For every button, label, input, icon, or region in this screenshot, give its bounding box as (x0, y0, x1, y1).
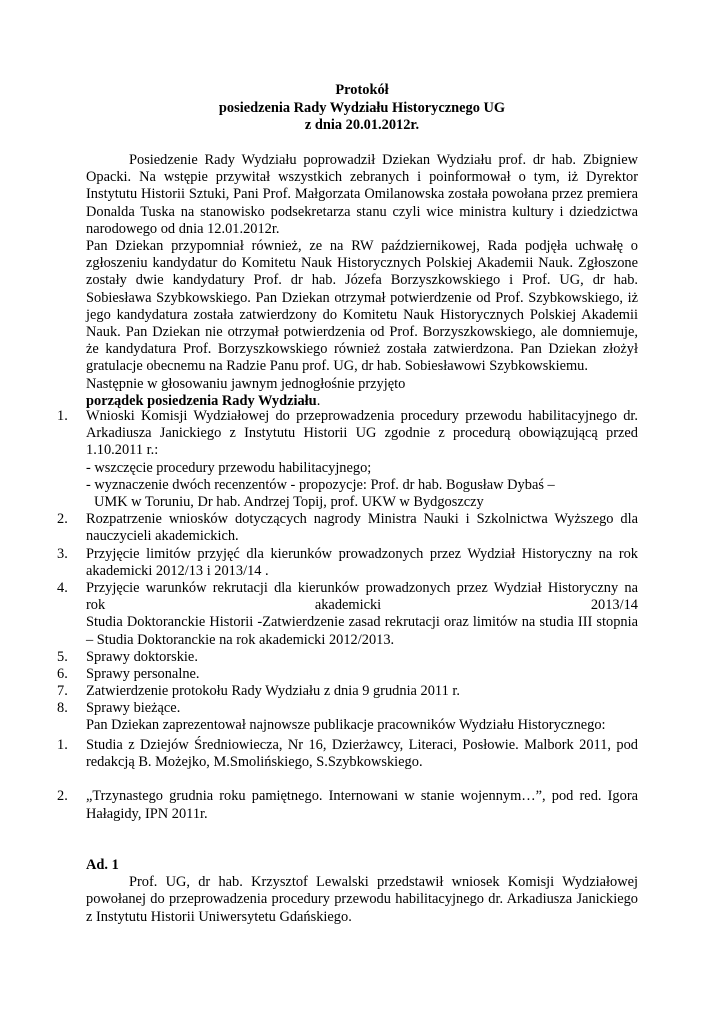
title-line-3: z dnia 20.01.2012r. (304, 117, 420, 134)
agenda-list (57, 408, 638, 718)
agenda-item-5 (57, 648, 638, 666)
agenda-subitem: - wyznaczenie dwóch recenzentów - propozycje: Prof. dr hab. Bogusław Dybaś – (86, 476, 555, 493)
title-line-2: posiedzenia Rady Wydziału Historycznego UG (218, 99, 506, 116)
agenda-item-1 (57, 408, 638, 511)
agenda-item-text: Rozpatrzenie wniosków dotyczących nagrody Ministra Nauki i Szkolnictwa Wyższego dla nauczycieli akademickich. (86, 511, 638, 545)
ad1-section (86, 857, 638, 926)
agenda-subitem: - wszczęcie procedury przewodu habilitacyjnego; (86, 459, 372, 476)
agenda-item-number: 3. (57, 545, 68, 562)
document-title (86, 82, 638, 135)
publication-text: „Trzynastego grudnia roku pamiętnego. Internowani w stanie wojennym…”, pod red. Igora Hałagidy, IPN 2011r. (86, 788, 638, 822)
publication-item-1 (57, 737, 638, 771)
agenda-item-text: Sprawy bieżące. (86, 700, 181, 717)
agenda-item-text: Przyjęcie limitów przyjęć dla kierunków prowadzonych przez Wydział Historyczny na rok akademicki 2012/13 i 2013/14 . (86, 545, 638, 579)
agenda-item-number: 7. (57, 683, 68, 700)
spread-word: rok (86, 597, 106, 614)
agenda-item-text-2: Studia Doktoranckie Historii -Zatwierdzenie zasad rekrutacji oraz limitów na studia III stopnia – Studia Doktoranckie na rok akademicki 2012/2013. (86, 614, 638, 648)
agenda-item-number: 2. (57, 511, 68, 528)
agenda-label-end: . (316, 392, 321, 409)
agenda-item-spread-line (86, 597, 638, 614)
publication-item-2 (57, 788, 638, 822)
agenda-item-text: Sprawy doktorskie. (86, 648, 198, 665)
agenda-item-3 (57, 545, 638, 580)
spread-word: akademicki (314, 597, 382, 614)
agenda-item-8 (57, 700, 638, 717)
agenda-item-4 (57, 580, 638, 649)
title-line-1: Protokół (335, 82, 389, 98)
intro-paragraph-3: Następnie w głosowaniu jawnym jednogłośnie przyjęto (86, 375, 406, 392)
agenda-subitem: UMK w Toruniu, Dr hab. Andrzej Topij, prof. UKW w Bydgoszczy (94, 494, 484, 511)
publications-list (57, 737, 638, 823)
agenda-item-text: Zatwierdzenie protokołu Rady Wydziału z dnia 9 grudnia 2011 r. (86, 683, 460, 700)
ad1-text: Prof. UG, dr hab. Krzysztof Lewalski przedstawił wniosek Komisji Wydziałowej powołanej do przeprowadzenia procedury przewodu habilitacyjnego dr. Arkadiusza Janickiego z Instytutu Historii Uniwersytetu Gdańskiego. (86, 874, 638, 925)
agenda-label: porządek posiedzenia Rady Wydziału (86, 392, 317, 409)
publication-text: Studia z Dziejów Średniowiecza, Nr 16, Dzierżawcy, Literaci, Posłowie. Malbork 2011, pod redakcją B. Możejko, M.Smolińskiego, S.Szybkowskiego. (86, 737, 638, 771)
agenda-item-text: Przyjęcie warunków rekrutacji dla kierunków prowadzonych przez Wydział Historyczny na (86, 580, 638, 597)
agenda-item-number: 6. (57, 666, 68, 683)
agenda-item-number: 4. (57, 580, 68, 597)
intro-section (86, 152, 638, 410)
intro-paragraph-2: Pan Dziekan przypomniał również, ze na RW październikowej, Rada podjęła uchwałę o zgłoszeniu kandydatur do Komitetu Nauk Historycznych Polskiej Akademii Nauk. Zgłoszone zostały dwie kandydatury Prof. dr hab. Józefa Borzyszkowskiego i Prof. UG, dr hab. Sobiesława Szybkowskiego. Pan Dziekan otrzymał potwierdzenie od Prof. Szybkowskiego, iż jego kandydatura została zatwierdzony do Komitetu Nauk Historycznych Polskiej Akademii Nauk. Pan Dziekan nie otrzymał potwierdzenia od Prof. Borzyszkowskiego, ale domniemuje, że kandydatura Prof. Borzyszkowskiego również została zatwierdzona. Pan Dziekan złożył gratulacje obecnemu na Radzie Panu prof. UG, dr hab. Sobiesławowi Szybkowskiemu. (86, 238, 638, 375)
publication-number: 1. (57, 737, 68, 753)
agenda-item-text: Wnioski Komisji Wydziałowej do przeprowadzenia procedury przewodu habilitacyjnego dr. Arkadiusza Janickiego z Instytutu Historii UG zgodnie z procedurą obowiązującą przed 1.10.2011 r.: (86, 408, 638, 459)
agenda-item-7 (57, 683, 638, 700)
publication-number: 2. (57, 788, 68, 805)
agenda-item-number: 5. (57, 648, 68, 665)
publications-intro: Pan Dziekan zaprezentował najnowsze publikacje pracowników Wydziału Historycznego: (86, 717, 606, 733)
publications-section (86, 717, 638, 734)
agenda-item-number: 8. (57, 700, 68, 717)
agenda-item-2 (57, 511, 638, 545)
intro-paragraph-1: Posiedzenie Rady Wydziału poprowadził Dziekan Wydziału prof. dr hab. Zbigniew Opacki. Na wstępie przywitał wszystkich zebranych i poinformował o tym, iż Dyrektor Instytutu Historii Sztuki, Pani Prof. Małgorzata Omilanowska została powołana przez premiera Donalda Tuska na stanowisko podsekretarza stanu czyli wice ministra kultury i dziedzictwa narodowego od dnia 12.01.2012r. (86, 152, 638, 237)
agenda-item-text: Sprawy personalne. (86, 666, 200, 683)
ad1-heading: Ad. 1 (86, 857, 119, 873)
spread-word: 2013/14 (590, 597, 638, 614)
agenda-item-6 (57, 666, 638, 683)
agenda-item-number: 1. (57, 408, 68, 424)
